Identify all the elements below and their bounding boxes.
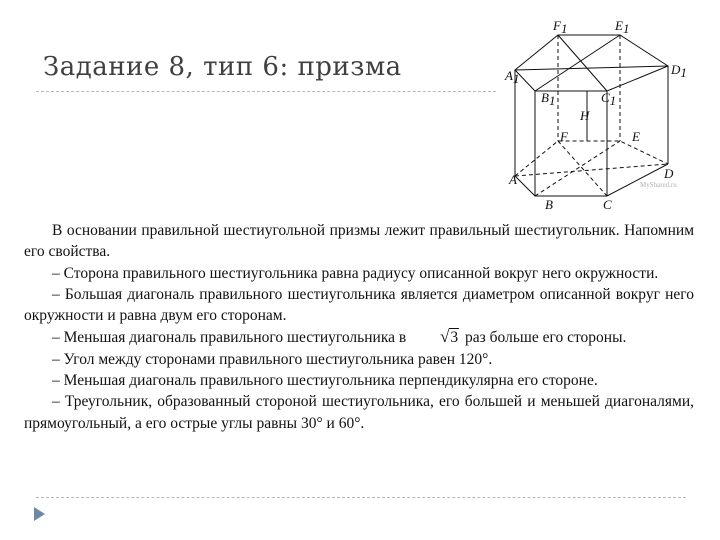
property-small-diagonal-text: – Меньшая диагональ правильного шестиугольника в [52, 329, 407, 347]
bottom-diagonal [515, 164, 668, 176]
label-A: A [509, 172, 517, 187]
label-C: C [603, 197, 612, 212]
top-hexagon [515, 35, 668, 91]
label-B: B [545, 197, 553, 212]
bottom-diagonal [558, 141, 607, 196]
watermark: MyShared.ru [640, 181, 677, 189]
label-C1: C1 [601, 90, 617, 108]
label-H: H [580, 108, 590, 123]
label-F1: F1 [553, 18, 568, 36]
title-divider [36, 91, 496, 92]
bottom-hexagon-visible [515, 164, 668, 196]
slide-title: Задание 8, тип 6: призма [43, 52, 402, 82]
property-triangle: – Треугольник, образованный стороной шестиугольника, его большей и меньшей диагоналями, прямоугольный, а его острые углы равны 30° и 60°. [24, 393, 694, 432]
label-B1: B1 [541, 90, 556, 108]
slide-content [24, 220, 694, 434]
property-small-diagonal-text-end: раз больше его стороны. [465, 329, 627, 347]
property-angle: – Угол между сторонами правильного шестиугольника равен 120°. [52, 350, 493, 368]
label-D1: D1 [671, 62, 687, 80]
top-diagonal [515, 66, 668, 70]
sqrt-three: √3 [440, 327, 459, 347]
bottom-divider [36, 497, 686, 498]
label-A1: A1 [505, 68, 520, 86]
label-D: D [664, 166, 674, 181]
label-E: E [632, 129, 640, 144]
bottom-hexagon-hidden [515, 141, 668, 176]
property-side-radius: – Сторона правильного шестиугольника равна радиусу описанной вокруг него окружности. [52, 264, 659, 282]
property-perpendicular: – Меньшая диагональ правильного шестиугольника перпендикулярна его стороне. [52, 372, 598, 390]
top-diagonal [558, 35, 607, 91]
intro-paragraph: В основании правильной шестиугольной призмы лежит правильный шестиугольник. Напомним его свойства. [24, 222, 694, 261]
hexagonal-prism-figure [495, 16, 695, 216]
next-slide-arrow-icon[interactable] [34, 507, 45, 521]
property-small-diagonal [24, 326, 694, 348]
label-E1: E1 [615, 18, 630, 36]
property-large-diagonal: – Большая диагональ правильного шестиугольника является диаметром описанной вокруг него окружности и равна двум его сторонам. [24, 285, 694, 325]
label-F: F [560, 129, 568, 144]
